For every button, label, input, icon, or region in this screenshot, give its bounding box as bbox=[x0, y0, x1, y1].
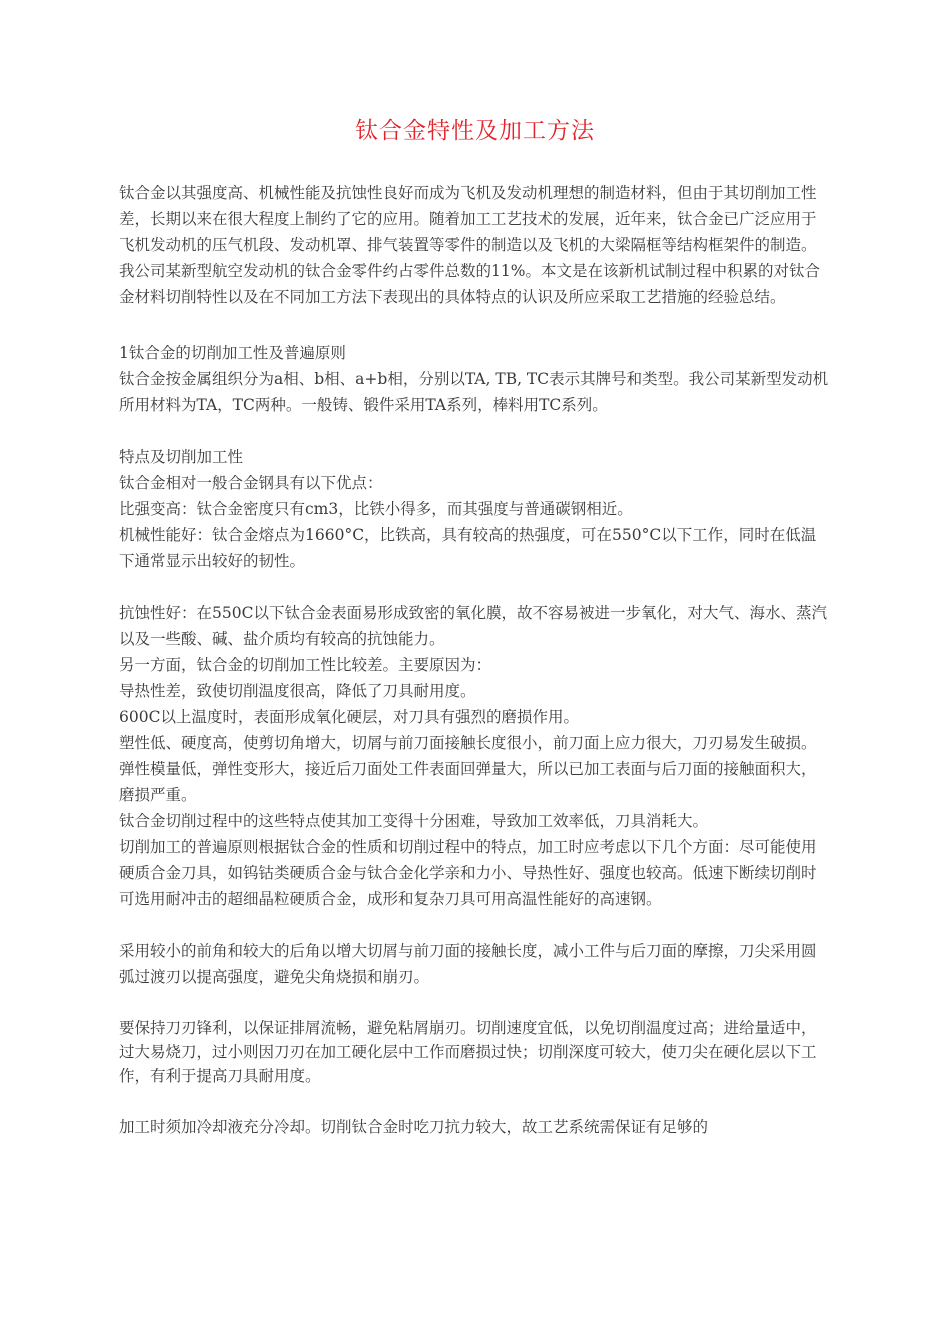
intro-paragraph: 钛合金以其强度高、机械性能及抗蚀性良好而成为飞机及发动机理想的制造材料，但由于其切削加工性差，长期以来在很大程度上制约了它的应用。随着加工工艺技术的发展，近年来，钛合金已广泛应用于飞机发动机的压气机段、发动机罩、排气装置等零件的制造以及飞机的大梁隔框等结构框架件的制造。我公司某新型航空发动机的钛合金零件约占零件总数的11%。本文是在该新机试制过程中积累的对钛合金材料切削特性以及在不同加工方法下表现出的具体特点的认识及所应采取工艺措施的经验总结。 bbox=[119, 184, 820, 306]
disadvantage-plasticity: 塑性低、硬度高，使剪切角增大，切屑与前刀面接触长度很小，前刀面上应力很大，刀刃易发生破损。 bbox=[119, 734, 817, 752]
sharpness-paragraph: 要保持刀刃锋利，以保证排屑流畅，避免粘屑崩刃。切削速度宜低，以免切削温度过高；进给量适中，过大易烧刀，过小则因刀刃在加工硬化层中工作而磨损过快；切削深度可较大，使刀尖在硬化层以下工作，有利于提高刀具耐用度。 bbox=[119, 1019, 817, 1085]
angles-paragraph: 采用较小的前角和较大的后角以增大切屑与前刀面的接触长度，减小工件与后刀面的摩擦，刀尖采用圆弧过渡刃以提高强度，避免尖角烧损和崩刃。 bbox=[119, 942, 817, 986]
feature-strength: 比强变高：钛合金密度只有cm3，比铁小得多，而其强度与普通碳钢相近。 bbox=[119, 500, 633, 518]
disadvantages-summary: 钛合金切削过程中的这些特点使其加工变得十分困难，导致加工效率低，刀具消耗大。 bbox=[119, 812, 709, 830]
document-body bbox=[119, 180, 831, 1140]
feature-mechanical: 机械性能好：钛合金熔点为1660°C，比铁高，具有较高的热强度，可在550°C以下工作，同时在低温下通常显示出较好的韧性。 bbox=[119, 526, 817, 570]
features-intro: 钛合金相对一般合金钢具有以下优点： bbox=[119, 474, 383, 492]
disadvantage-oxide: 600C以上温度时，表面形成氧化硬层，对刀具有强烈的磨损作用。 bbox=[119, 708, 579, 726]
section1-heading: 1钛合金的切削加工性及普遍原则 bbox=[119, 344, 346, 362]
cooling-paragraph: 加工时须加冷却液充分冷却。切削钛合金时吃刀抗力较大，故工艺系统需保证有足够的 bbox=[119, 1118, 709, 1136]
feature-corrosion: 抗蚀性好：在550C以下钛合金表面易形成致密的氧化膜，故不容易被进一步氧化，对大气、海水、蒸汽以及一些酸、碱、盐介质均有较高的抗蚀能力。 bbox=[119, 604, 827, 648]
page-title: 钛合金特性及加工方法 bbox=[355, 118, 595, 144]
disadvantage-heat: 导热性差，致使切削温度很高，降低了刀具耐用度。 bbox=[119, 682, 476, 700]
disadvantages-intro: 另一方面，钛合金的切削加工性比较差。主要原因为： bbox=[119, 656, 492, 674]
features-heading: 特点及切削加工性 bbox=[119, 448, 244, 466]
section1-paragraph: 钛合金按金属组织分为a相、b相、a+b相，分别以TA, TB, TC表示其牌号和类型。我公司某新型发动机所用材料为TA，TC两种。一般铸、锻件采用TA系列，棒料用TC系列。 bbox=[119, 370, 829, 414]
disadvantage-elasticity: 弹性模量低，弹性变形大，接近后刀面处工件表面回弹量大，所以已加工表面与后刀面的接触面积大，磨损严重。 bbox=[119, 760, 817, 804]
principles-paragraph: 切削加工的普遍原则根据钛合金的性质和切削过程中的特点，加工时应考虑以下几个方面：尽可能使用硬质合金刀具，如钨钴类硬质合金与钛合金化学亲和力小、导热性好、强度也较高。低速下断续切削时可选用耐冲击的超细晶粒硬质合金，成形和复杂刀具可用高温性能好的高速钢。 bbox=[119, 838, 817, 908]
